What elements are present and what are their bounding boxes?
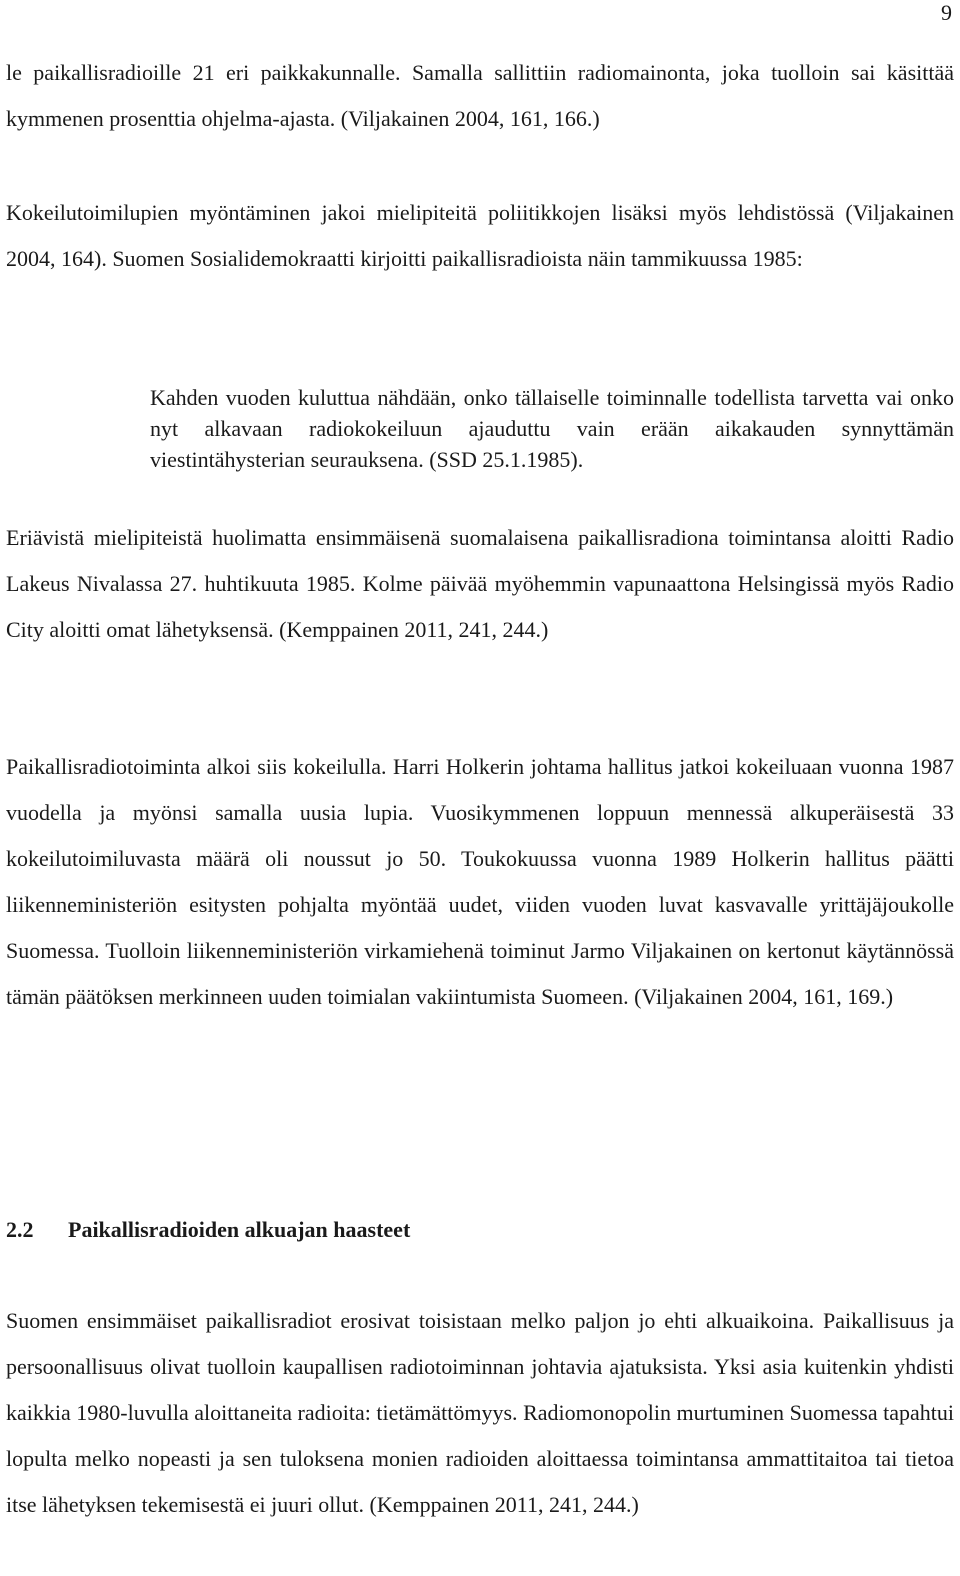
paragraph-5: Suomen ensimmäiset paikallisradiot erosivat toisistaan melko paljon jo ehti alkuaikoina. Paikallisuus ja persoonallisuus olivat tuolloin kaupallisen radiotoiminnan johtavia ajatuksista. Yksi asia kuitenkin yhdisti kaikkia 1980-luvulla aloittaneita radioita: tietämättömyys. Radiomonopolin murtuminen Suomessa tapahtui lopulta melko nopeasti ja sen tuloksena monien radioiden aloittaessa toimintansa ammattitaitoa tai tietoa itse lähetyksen tekemisestä ei juuri ollut. (Kemppainen 2011, 241, 244.) bbox=[6, 1308, 954, 1517]
section-number: 2.2 bbox=[6, 1217, 34, 1242]
paragraph-1: le paikallisradioille 21 eri paikkakunnalle. Samalla sallittiin radiomainonta, joka tuolloin sai käsittää kymmenen prosenttia ohjelma-ajasta. (Viljakainen 2004, 161, 166.) bbox=[6, 60, 954, 131]
block-quote: Kahden vuoden kuluttua nähdään, onko tällaiselle toiminnalle todellista tarvetta vai onko nyt alkavaan radiokokeiluun ajauduttu vain erään aikakauden synnyttämän viestintähysterian seurauksena. (SSD 25.1.1985). bbox=[150, 385, 954, 472]
section-title: Paikallisradioiden alkuajan haasteet bbox=[68, 1217, 411, 1242]
paragraph-3: Eriävistä mielipiteistä huolimatta ensimmäisenä suomalaisena paikallisradiona toimintansa aloitti Radio Lakeus Nivalassa 27. huhtikuuta 1985. Kolme päivää myöhemmin vapunaattona Helsingissä myös Radio City aloitti omat lähetyksensä. (Kemppainen 2011, 241, 244.) bbox=[6, 525, 954, 642]
page-number: 9 bbox=[941, 0, 952, 25]
paragraph-2: Kokeilutoimilupien myöntäminen jakoi mielipiteitä poliitikkojen lisäksi myös lehdistössä (Viljakainen 2004, 164). Suomen Sosialidemokraatti kirjoitti paikallisradioista näin tammikuussa 1985: bbox=[6, 200, 954, 271]
paragraph-4: Paikallisradiotoiminta alkoi siis kokeilulla. Harri Holkerin johtama hallitus jatkoi kokeiluaan vuonna 1987 vuodella ja myönsi samalla uusia lupia. Vuosikymmenen loppuun mennessä alkuperäisestä 33 kokeilutoimiluvasta määrä oli noussut jo 50. Toukokuussa vuonna 1989 Holkerin hallitus päätti liikenneministeriön esitysten pohjalta myöntää uudet, viiden vuoden luvat kasvavalle yrittäjäjoukolle Suomessa. Tuolloin liikenneministeriön virkamiehenä toiminut Jarmo Viljakainen on kertonut käytännössä tämän päätöksen merkinneen uuden toimialan vakiintumista Suomeen. (Viljakainen 2004, 161, 169.) bbox=[6, 754, 954, 1009]
section-heading bbox=[6, 1212, 410, 1248]
